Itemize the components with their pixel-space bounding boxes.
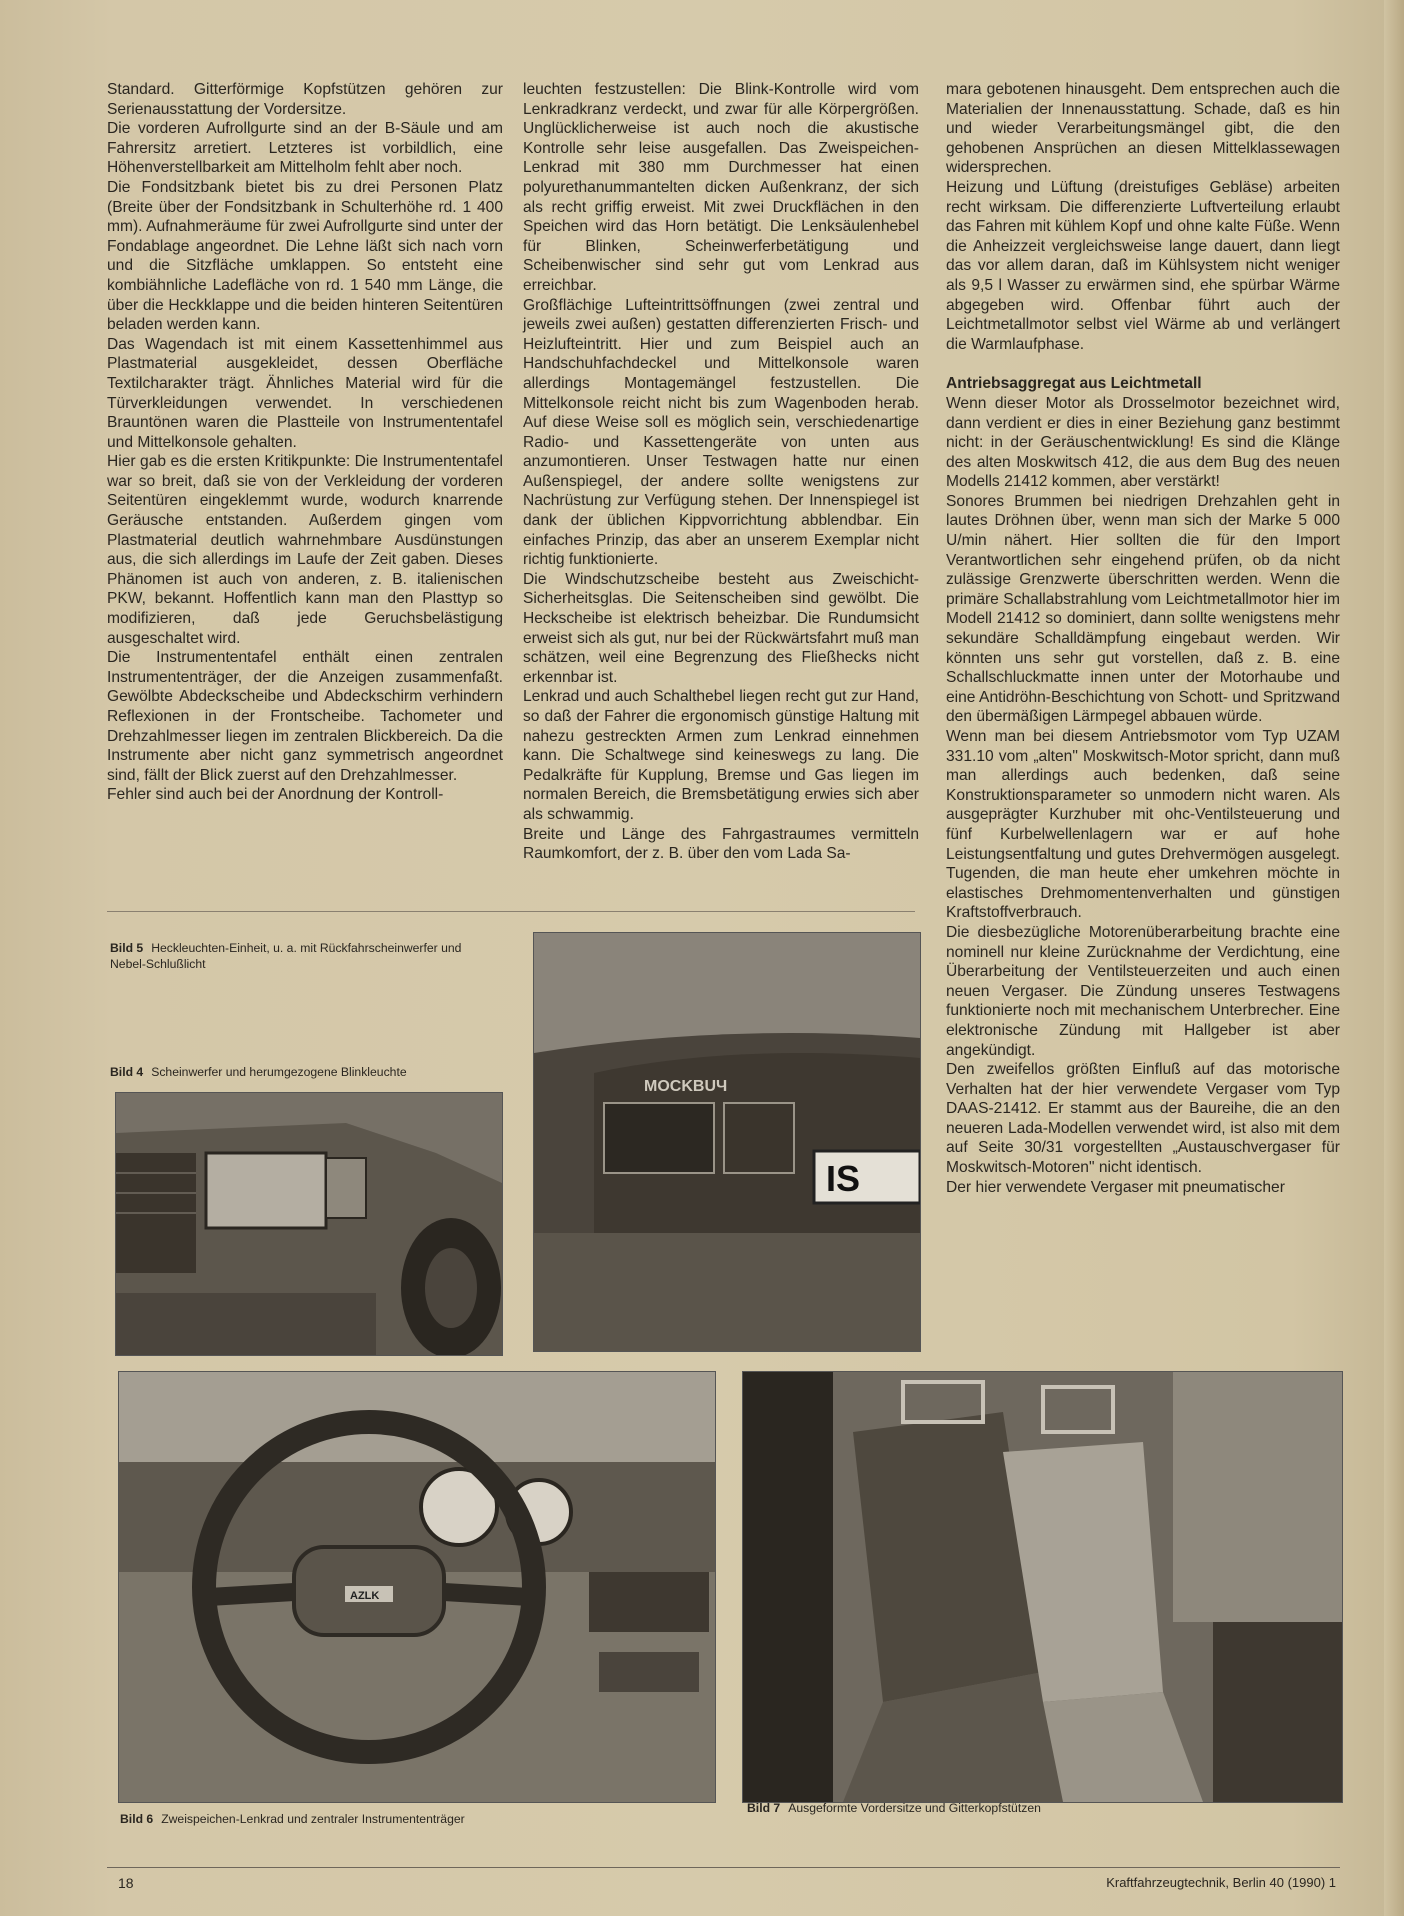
paragraph: Die diesbezügliche Motorenüberarbeitung brachte eine nominell nur kleine Zurücknahme der Verdichtung, eine Überarbeitung der Ventilsteuerzeiten und auch einen neuen Vergaser. Die Zündung unseres Testwagens funktionierte noch mit mechanischem Unterbrecher. Eine elektronische Zündung mit Hallgeber ist aber angekündigt. [946, 923, 1340, 1059]
photo-steering-wheel [118, 1371, 716, 1803]
paragraph: Fehler sind auch bei der Anordnung der Kontroll- [107, 786, 444, 804]
paragraph: Hier gab es die ersten Kritikpunkte: Die Instrumententafel war so breit, daß sie von der Verkleidung der vorderen Seitentüren eingeklemmt wurde, wodurch knarrende Geräusche entstanden. Außerdem gingen vom Plastmaterial deutlich wahrnehmbare Ausdünstungen aus, die sich allerdings im Laufe der Zeit gaben. Dieses Phänomen ist auch von anderen, z. B. italienischen PKW, bekannt. Hoffentlich kann man den Plasttyp so modifizieren, daß jede Geruchsbelästigung ausgeschaltet wird. [107, 453, 503, 647]
caption-bild-5 [110, 940, 500, 972]
paragraph: Standard. Gitterförmige Kopfstützen gehören zur Serienausstattung der Vordersitze. [107, 81, 503, 118]
paragraph: Den zweifellos größten Einfluß auf das motorische Verhalten hat der hier verwendete Vergaser vom Typ DAAS-21412. Er stammt aus der Baureihe, die an den neueren Lada-Modellen verwendet wird, ist also mit dem auf Seite 30/31 vorgestellten „Austauschvergaser für Moskwitsch-Motoren" nicht identisch. [946, 1061, 1340, 1177]
paragraph: Das Wagendach ist mit einem Kassettenhimmel aus Plastmaterial ausgekleidet, dessen Oberfläche Textilcharakter trägt. Ähnliches Material wird für die Türverkleidungen verwendet. In verschiedenen Brauntönen waren die Plastteile von Instrumententafel und Mittelkonsole gehalten. [107, 335, 503, 451]
paragraph: Die Windschutzscheibe besteht aus Zweischicht-Sicherheitsglas. Die Seitenscheiben sind gewölbt. Die Heckscheibe ist elektrisch beheizbar. Die Rundumsicht erweist sich als gut, nur bei der Rückwärtsfahrt muß man schätzen, weil eine Begrenzung des Fließhecks nicht erkennbar ist. [523, 570, 919, 686]
paragraph: Sonores Brummen bei niedrigen Drehzahlen geht in lautes Dröhnen über, wenn man sich der Marke 5 000 U/min nähert. Hier sollten die für den Import Verantwortlichen sehr eingehend prüfen, ob da nicht zulässige Grenzwerte überschritten werden. Wenn die primäre Schallabstrahlung vom Leichtmetallmotor hier im Modell 21412 so dominiert, dann sollte wenigstens mehr sekundäre Schalldämpfung eingebaut werden. Wir könnten uns sehr gut vorstellen, daß z. B. eine Schallschluckmatte innen unter der Motorhaube und eine Antidröhn-Beschichtung von Schott- und Spritzwand den übermäßigen Lärmpegel abbauen würde. [946, 492, 1340, 726]
text-column-2 [523, 80, 919, 864]
photo-headlight [115, 1092, 503, 1356]
text-column-3 [946, 80, 1340, 1197]
caption-text: Heckleuchten-Einheit, u. a. mit Rückfahrscheinwerfer und Nebel-Schlußlicht [110, 941, 462, 971]
paragraph: Wenn man bei diesem Antriebsmotor vom Typ UZAM 331.10 vom „alten" Moskwitsch-Motor spricht, dann muß man allerdings auch bedenken, daß seine Konstruktionsparameter so unmodern nicht waren. Als ausgeprägter Kurzhuber mit ohc-Ventilsteuerung und fünf Kurbelwellenlagern war er auf hohe Leistungsentfaltung und gutes Drehvermögen ausgelegt. Tugenden, die man heute eher umkehren möchte in elastisches Drehmomentenverhalten und günstigen Kraftstoffverbrauch. [946, 728, 1340, 922]
badge-text: MOCKBUЧ [644, 1078, 728, 1095]
paragraph: Die Fondsitzbank bietet bis zu drei Personen Platz (Breite über der Fondsitzbank in Schulterhöhe rd. 1 400 mm). Aufnahmeräume für zwei Aufrollgurte sind unter der Fondablage angeordnet. Die Lehne läßt sich nach vorn und die Sitzfläche umklappen. So entsteht eine kombiähnliche Ladefläche von rd. 1 540 mm Länge, die über die Heckklappe und die beiden hinteren Seitentüren beladen werden kann. [107, 178, 503, 334]
caption-text: Ausgeformte Vordersitze und Gitterkopfstützen [788, 1801, 1041, 1815]
hub-logo-text: AZLK [350, 1590, 380, 1602]
paragraph: Die Instrumententafel enthält einen zentralen Instrumententräger, der die Anzeigen zusammenfaßt. Gewölbte Abdeckscheibe und Abdeckschirm verhindern Reflexionen in der Frontscheibe. Tachometer und Drehzahlmesser liegen im zentralen Blickbereich. Da die Instrumente aber nicht ganz symmetrisch angeordnet sind, fällt der Blick zuerst auf den Drehzahlmesser. [107, 649, 503, 784]
paragraph: Großflächige Lufteintrittsöffnungen (zwei zentral und jeweils zwei außen) gestatten differenzierten Frisch- und Heizlufteintritt. Hier und zum Beispiel auch an Handschuhfachdeckel und Mittelkonsole waren allerdings Montagemängel festzustellen. Die Mittelkonsole reicht nicht bis zum Wagenboden herab. Auf diese Weise soll es möglich sein, verschiedenartige Radio- und Kassettengeräte von unten aus anzumontieren. Unser Testwagen hatte nur einen Außenspiegel, der andere sollte wenigstens zur Nachrüstung zur Verfügung stehen. Der Innenspiegel ist dank der üblichen Kippvorrichtung abblendbar. Ein einfaches Prinzip, das aber an unserem Exemplar nicht richtig funktionierte. [523, 296, 919, 569]
paragraph: leuchten festzustellen: Die Blink-Kontrolle wird vom Lenkradkranz verdeckt, und zwar für alle Körpergrößen. Unglücklicherweise ist auch noch die akustische Kontrolle sehr leise ausgefallen. Das Zweispeichen-Lenkrad mit 380 mm Durchmesser hat einen polyurethanummantelten dicken Außenkranz, der sich als recht griffig erweist. Mit zwei Druckflächen in den Speichen wird das Horn betätigt. Die Lenksäulenhebel für Blinken, Scheinwerferbetätigung und Scheibenwischer sind sehr gut vom Lenkrad aus erreichbar. [523, 81, 919, 294]
page-edge-shadow [1384, 0, 1404, 1916]
caption-text: Zweispeichen-Lenkrad und zentraler Instrumententräger [161, 1812, 465, 1826]
paragraph: Heizung und Lüftung (dreistufiges Gebläse) arbeiten recht wirksam. Die differenzierte Luftverteilung erlaubt das Fahren mit kühlem Kopf und ohne kalte Füße. Wenn die Anheizzeit vergleichsweise lange dauert, dann liegt das vor allem daran, daß im Kühlsystem nicht weniger als 9,5 l Wasser zu erwärmen sind, ehe spürbar Wärme abgegeben wird. Offenbar führt auch der Leichtmetallmotor selbst viel Wärme ab und verlängert die Warmlaufphase. [946, 178, 1340, 353]
photo-taillight [533, 932, 921, 1352]
caption-number: Bild 4 [110, 1065, 144, 1079]
license-plate-text: IS [826, 1158, 861, 1199]
photo-front-seats [742, 1371, 1343, 1803]
paragraph: Die vorderen Aufrollgurte sind an der B-Säule und am Fahrersitz arretiert. Letzteres ist vorbildlich, eine Höhenverstellbarkeit am Mittelholm fehlt aber noch. [107, 120, 503, 177]
paragraph: Der hier verwendete Vergaser mit pneumatischer [946, 1178, 1285, 1196]
caption-text: Scheinwerfer und herumgezogene Blinkleuchte [151, 1065, 407, 1079]
paragraph: Lenkrad und auch Schalthebel liegen recht gut zur Hand, so daß der Fahrer die ergonomisch günstige Haltung mit nahezu gestreckten Armen zum Lenkrad einnehmen kann. Die Schaltwege sind keineswegs zu lang. Die Pedalkräfte für Kupplung, Bremse und Gas liegen im normalen Bereich, die Bremsbetätigung erwies sich aber als schwammig. [523, 688, 919, 823]
section-heading: Antriebsaggregat aus Leichtmetall [946, 375, 1202, 393]
caption-number: Bild 7 [747, 1801, 781, 1815]
caption-bild-6 [120, 1811, 680, 1827]
caption-bild-4 [110, 1064, 500, 1080]
divider-line [107, 911, 915, 912]
footer-rule [107, 1867, 1340, 1868]
caption-number: Bild 6 [120, 1812, 154, 1826]
page-number: 18 [118, 1875, 134, 1891]
text-column-1 [107, 80, 503, 805]
paragraph: Wenn dieser Motor als Drosselmotor bezeichnet wird, dann verdient er dies in einer Beziehung ganz bestimmt nicht: in der Geräuschentwicklung! Es sind die Klänge des alten Moskwitsch 412, die aus dem Bug des neuen Modells 21412 kommen, aber verstärkt! [946, 394, 1340, 491]
caption-bild-7 [747, 1800, 1307, 1816]
paragraph: Breite und Länge des Fahrgastraumes vermitteln Raumkomfort, der z. B. über den vom Lada Sa- [523, 825, 919, 863]
paragraph: mara gebotenen hinausgeht. Dem entsprechen auch die Materialien der Innenausstattung. Schade, daß es hin und wieder Verarbeitungsmängel gibt, die den gehobenen Ansprüchen an diesen Mittelklassewagen widersprechen. [946, 81, 1340, 177]
journal-reference: Kraftfahrzeugtechnik, Berlin 40 (1990) 1 [1106, 1875, 1336, 1890]
caption-number: Bild 5 [110, 941, 144, 955]
